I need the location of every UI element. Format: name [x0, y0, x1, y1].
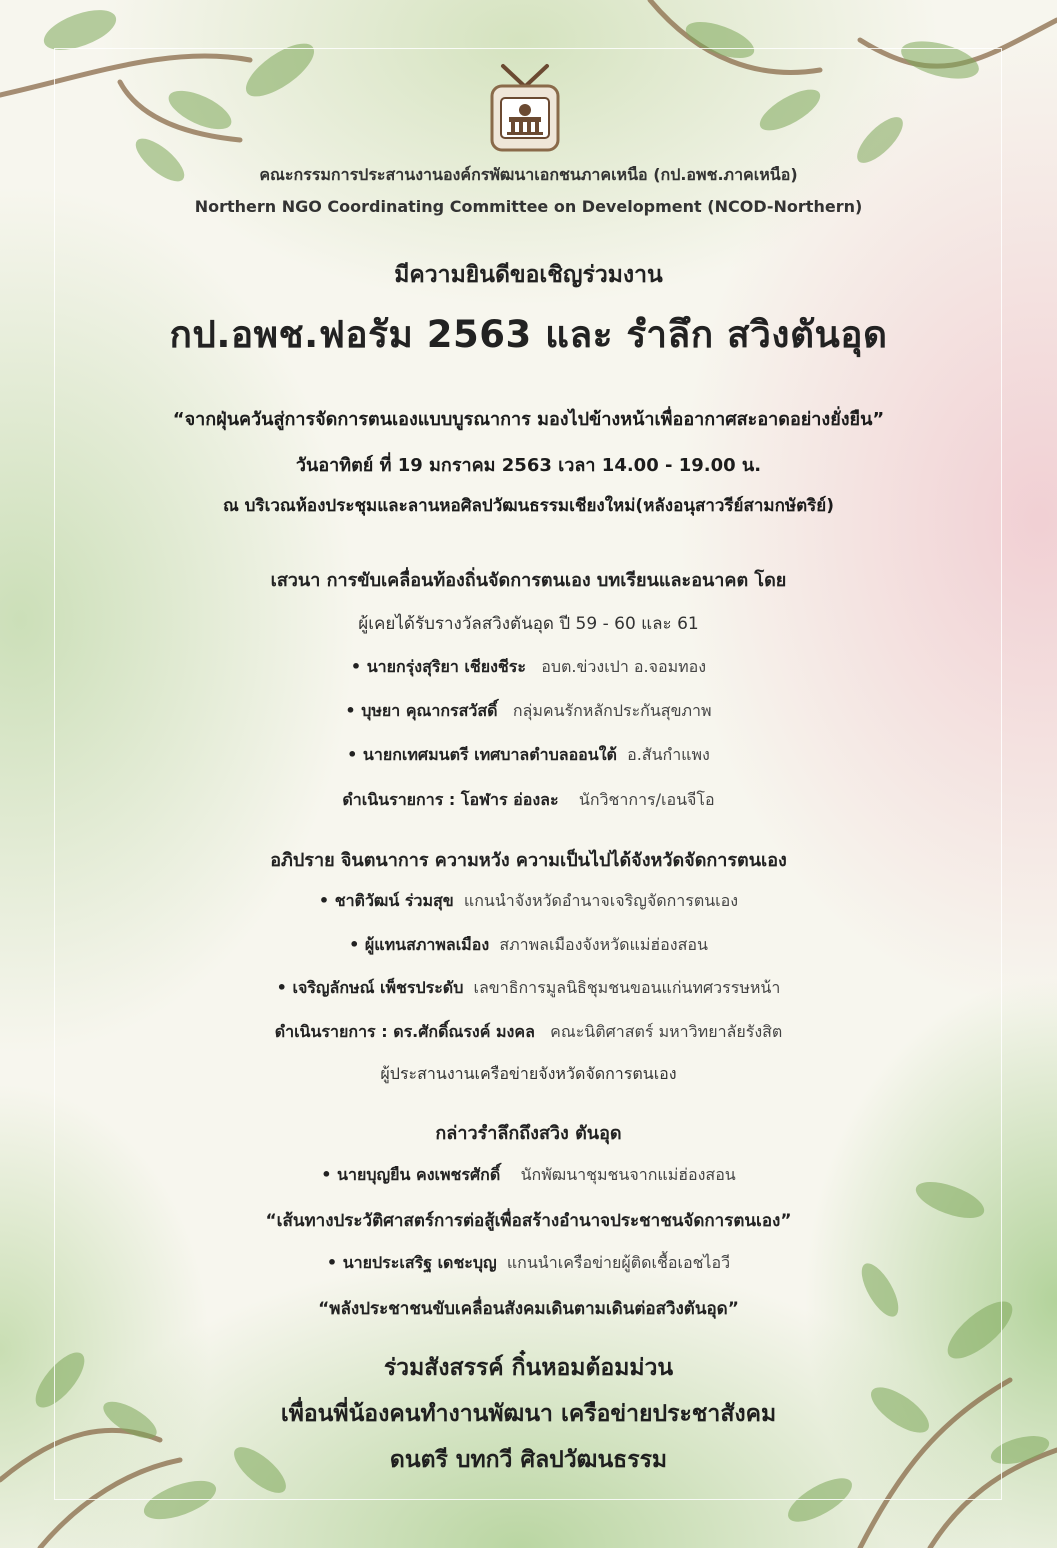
closing-line-2: เพื่อนพี่น้องคนทำงานพัฒนา เครือข่ายประชาสังคม [280, 1401, 777, 1427]
speaker-name: • บุษยา คุณากรสวัสดิ์ [345, 701, 498, 720]
moderator-name: โอฬาร อ่องละ [460, 790, 559, 809]
speaker-name: • เจริญลักษณ์ เพ็ชรประดับ [276, 978, 464, 997]
memorial-heading: กล่าวรำลึกถึงสวิง ตันอุด [435, 1123, 622, 1144]
speaker-name: • ชาติวัฒน์ ร่วมสุข [318, 891, 454, 910]
speaker-affiliation: แกนนำจังหวัดอำนาจเจริญจัดการตนเอง [463, 891, 739, 910]
event-date-time: วันอาทิตย์ ที่ 19 มกราคม 2563 เวลา 14.00 - 19.00 น. [295, 455, 762, 476]
moderator-affiliation: นักวิชาการ/เอนจีโอ [578, 790, 715, 809]
speaker-affiliation: สภาพลเมืองจังหวัดแม่ฮ่องสอน [499, 935, 708, 954]
speaker-affiliation: อ.สันกำแพง [627, 745, 710, 764]
panel2-speaker-3 [0, 976, 1057, 1001]
speaker-name: • นายกรุ่งสุริยา เชียงชีระ [350, 657, 526, 676]
speaker-affiliation: เลขาธิการมูลนิธิชุมชนขอนแก่นทศวรรษหน้า [473, 978, 781, 997]
speaker-affiliation: กลุ่มคนรักหลักประกันสุขภาพ [512, 701, 712, 720]
speaker-name: • ผู้แทนสภาพลเมือง [349, 935, 490, 954]
memorial-speaker-1 [0, 1163, 1057, 1188]
org-name-english: Northern NGO Coordinating Committee on Development (NCOD-Northern) [194, 197, 863, 216]
ncod-logo [489, 62, 561, 152]
event-venue: ณ บริเวณห้องประชุมและลานหอศิลปวัฒนธรรมเชียงใหม่(หลังอนุสาวรีย์สามกษัตริย์) [222, 496, 835, 516]
memorial-talk-1: “เส้นทางประวัติศาสตร์การต่อสู้เพื่อสร้างอำนาจประชาชนจัดการตนเอง” [265, 1211, 792, 1231]
panel1-moderator [0, 788, 1057, 813]
memorial-speaker-2 [0, 1251, 1057, 1276]
closing-line-1: ร่วมสังสรรค์ กิ๋นหอมต้อมม่วน [383, 1355, 674, 1381]
panel1-heading: เสวนา การขับเคลื่อนท้องถิ่นจัดการตนเอง บทเรียนและอนาคต โดย [270, 570, 787, 591]
moderator-name: ดร.ศักดิ์ณรงค์ มงคล [393, 1022, 535, 1041]
closing-line-3: ดนตรี บทกวี ศิลปวัฒนธรรม [389, 1447, 668, 1473]
invitation-intro: มีความยินดีขอเชิญร่วมงาน [394, 262, 663, 288]
moderator-label: ดำเนินรายการ : [342, 790, 461, 809]
moderator-affiliation: คณะนิติศาสตร์ มหาวิทยาลัยรังสิต [550, 1022, 783, 1041]
speaker-name: • นายบุญยืน คงเพชรศักดิ์ [321, 1165, 501, 1184]
panel1-subheading: ผู้เคยได้รับรางวัลสวิงตันอุด ปี 59 - 60 และ 61 [358, 614, 699, 634]
panel1-speaker-2 [0, 699, 1057, 724]
speaker-name: • นายประเสริฐ เดชะบุญ [326, 1253, 497, 1272]
moderator-label: ดำเนินรายการ : [274, 1022, 394, 1041]
speaker-name: • นายกเทศมนตรี เทศบาลตำบลออนใต้ [347, 745, 617, 764]
panel2-speaker-1 [0, 889, 1057, 914]
panel2-moderator-role: ผู้ประสานงานเครือข่ายจังหวัดจัดการตนเอง [380, 1064, 677, 1083]
speaker-affiliation: นักพัฒนาชุมชนจากแม่ฮ่องสอน [520, 1165, 736, 1184]
panel1-speaker-1 [0, 655, 1057, 680]
org-name-thai: คณะกรรมการประสานงานองค์กรพัฒนาเอกชนภาคเหนือ (กป.อพช.ภาคเหนือ) [259, 165, 798, 184]
speaker-affiliation: อบต.ข่วงเปา อ.จอมทอง [541, 657, 707, 676]
speaker-affiliation: แกนนำเครือข่ายผู้ติดเชื้อเอชไอวี [506, 1253, 731, 1272]
event-title: กป.อพช.ฟอรัม 2563 และ รำลึก สวิงตันอุด [169, 313, 888, 356]
panel2-moderator [0, 1020, 1057, 1045]
memorial-talk-2: “พลังประชาชนขับเคลื่อนสังคมเดินตามเดินต่อสวิงตันอุด” [318, 1299, 739, 1319]
panel1-speaker-3 [0, 743, 1057, 768]
panel2-speaker-2 [0, 933, 1057, 958]
panel2-heading: อภิปราย จินตนาการ ความหวัง ความเป็นไปได้จังหวัดจัดการตนเอง [270, 850, 787, 871]
event-theme: “จากฝุ่นควันสู่การจัดการตนเองแบบบูรณาการ มองไปข้างหน้าเพื่ออากาศสะอาดอย่างยั่งยืน” [172, 409, 885, 430]
